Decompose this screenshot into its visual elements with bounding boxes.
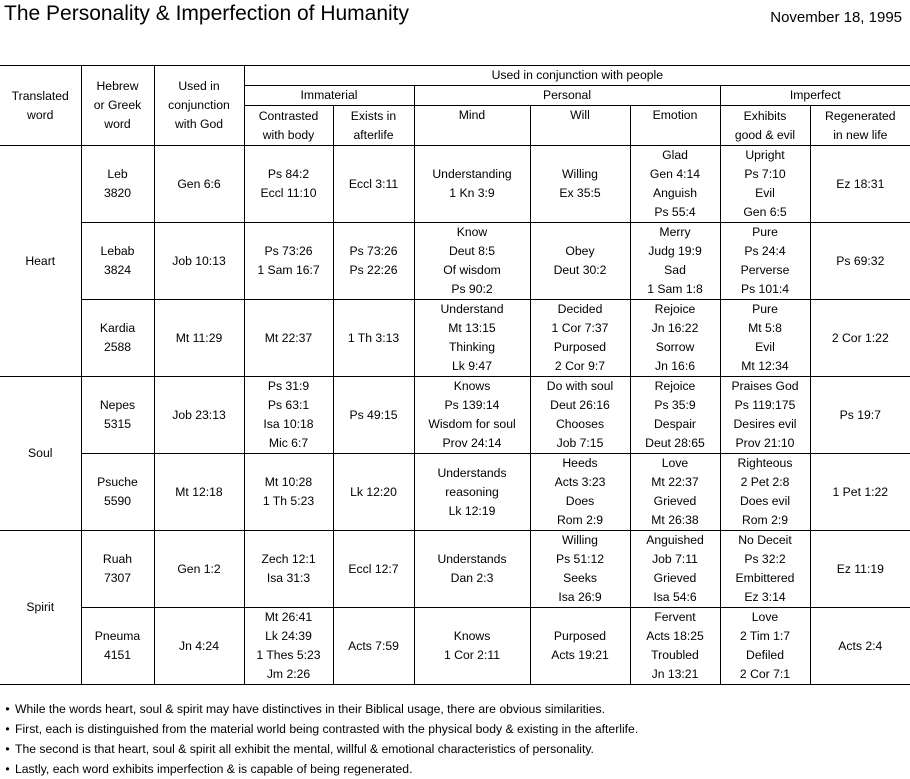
note-text: First, each is distinguished from the material world being contrasted with the physical body & existing in the afterlife. xyxy=(15,722,639,736)
header-will: Will xyxy=(530,106,630,146)
exhibits-good-evil-cell: Righteous 2 Pet 2:8 Does evil Rom 2:9 xyxy=(720,454,810,531)
regenerated-cell: 1 Pet 1:22 xyxy=(810,454,910,531)
mind-cell: Understanding 1 Kn 3:9 xyxy=(414,146,530,223)
contrasted-with-body-cell: Mt 26:41 Lk 24:39 1 Thes 5:23 Jm 2:26 xyxy=(244,608,333,685)
table-row xyxy=(0,531,910,608)
header-emotion: Emotion xyxy=(630,106,720,146)
mind-cell: Knows Ps 139:14 Wisdom for soul Prov 24:14 xyxy=(414,377,530,454)
will-cell: Obey Deut 30:2 xyxy=(530,223,630,300)
header-hebrew-greek-word: Hebrew or Greek word xyxy=(81,66,154,146)
note-item xyxy=(0,759,910,779)
header-mind: Mind xyxy=(414,106,530,146)
regenerated-cell: Ps 69:32 xyxy=(810,223,910,300)
used-with-god-cell: Jn 4:24 xyxy=(154,608,244,685)
table-row xyxy=(0,454,910,531)
table-row xyxy=(0,146,910,223)
emotion-cell: Merry Judg 19:9 Sad 1 Sam 1:8 xyxy=(630,223,720,300)
emotion-cell: Fervent Acts 18:25 Troubled Jn 13:21 xyxy=(630,608,720,685)
emotion-cell: Love Mt 22:37 Grieved Mt 26:38 xyxy=(630,454,720,531)
contrasted-with-body-cell: Mt 10:28 1 Th 5:23 xyxy=(244,454,333,531)
exhibits-good-evil-cell: Upright Ps 7:10 Evil Gen 6:5 xyxy=(720,146,810,223)
exists-in-afterlife-cell: Acts 7:59 xyxy=(333,608,414,685)
mind-cell: Understands Dan 2:3 xyxy=(414,531,530,608)
will-cell: Purposed Acts 19:21 xyxy=(530,608,630,685)
used-with-god-cell: Mt 12:18 xyxy=(154,454,244,531)
bullet-icon: • xyxy=(5,702,10,716)
mind-cell: Knows 1 Cor 2:11 xyxy=(414,608,530,685)
exhibits-good-evil-cell: Praises God Ps 119:175 Desires evil Prov 21:10 xyxy=(720,377,810,454)
table-row xyxy=(0,223,910,300)
regenerated-cell: 2 Cor 1:22 xyxy=(810,300,910,377)
header-regenerated: Regenerated in new life xyxy=(810,106,910,146)
used-with-god-cell: Gen 6:6 xyxy=(154,146,244,223)
will-cell: Willing Ps 51:12 Seeks Isa 26:9 xyxy=(530,531,630,608)
contrasted-with-body-cell: Ps 73:26 1 Sam 16:7 xyxy=(244,223,333,300)
exhibits-good-evil-cell: Love 2 Tim 1:7 Defiled 2 Cor 7:1 xyxy=(720,608,810,685)
mind-cell: Know Deut 8:5 Of wisdom Ps 90:2 xyxy=(414,223,530,300)
bullet-icon: • xyxy=(5,722,10,736)
hebrew-greek-word-cell: Kardia 2588 xyxy=(81,300,154,377)
exhibits-good-evil-cell: No Deceit Ps 32:2 Embittered Ez 3:14 xyxy=(720,531,810,608)
translated-word-cell: Soul xyxy=(0,377,81,531)
document-date: November 18, 1995 xyxy=(770,9,902,26)
header-exhibits-good-evil: Exhibits good & evil xyxy=(720,106,810,146)
hebrew-greek-word-cell: Nepes 5315 xyxy=(81,377,154,454)
translated-word-cell: Spirit xyxy=(0,531,81,685)
used-with-god-cell: Gen 1:2 xyxy=(154,531,244,608)
exists-in-afterlife-cell: Eccl 12:7 xyxy=(333,531,414,608)
note-text: Lastly, each word exhibits imperfection & is capable of being regenerated. xyxy=(15,762,413,776)
hebrew-greek-word-cell: Psuche 5590 xyxy=(81,454,154,531)
emotion-cell: Rejoice Jn 16:22 Sorrow Jn 16:6 xyxy=(630,300,720,377)
exists-in-afterlife-cell: Ps 49:15 xyxy=(333,377,414,454)
contrasted-with-body-cell: Ps 84:2 Eccl 11:10 xyxy=(244,146,333,223)
summary-notes xyxy=(0,699,910,779)
regenerated-cell: Ez 11:19 xyxy=(810,531,910,608)
contrasted-with-body-cell: Mt 22:37 xyxy=(244,300,333,377)
hebrew-greek-word-cell: Ruah 7307 xyxy=(81,531,154,608)
header-contrasted-with-body: Contrasted with body xyxy=(244,106,333,146)
used-with-god-cell: Job 23:13 xyxy=(154,377,244,454)
table-row xyxy=(0,300,910,377)
contrasted-with-body-cell: Zech 12:1 Isa 31:3 xyxy=(244,531,333,608)
contrasted-with-body-cell: Ps 31:9 Ps 63:1 Isa 10:18 Mic 6:7 xyxy=(244,377,333,454)
emotion-cell: Anguished Job 7:11 Grieved Isa 54:6 xyxy=(630,531,720,608)
exists-in-afterlife-cell: Ps 73:26 Ps 22:26 xyxy=(333,223,414,300)
mind-cell: Understands reasoning Lk 12:19 xyxy=(414,454,530,531)
table-row xyxy=(0,377,910,454)
header-used-with-god: Used in conjunction with God xyxy=(154,66,244,146)
bullet-icon: • xyxy=(5,762,10,776)
page-title: The Personality & Imperfection of Humanity xyxy=(4,2,410,25)
translated-word-cell: Heart xyxy=(0,146,81,377)
used-with-god-cell: Mt 11:29 xyxy=(154,300,244,377)
hebrew-greek-word-cell: Pneuma 4151 xyxy=(81,608,154,685)
regenerated-cell: Ps 19:7 xyxy=(810,377,910,454)
exhibits-good-evil-cell: Pure Ps 24:4 Perverse Ps 101:4 xyxy=(720,223,810,300)
header-translated-word: Translated word xyxy=(0,66,81,146)
emotion-cell: Rejoice Ps 35:9 Despair Deut 28:65 xyxy=(630,377,720,454)
note-item xyxy=(0,719,910,739)
exhibits-good-evil-cell: Pure Mt 5:8 Evil Mt 12:34 xyxy=(720,300,810,377)
header-exists-in-afterlife: Exists in afterlife xyxy=(333,106,414,146)
bullet-icon: • xyxy=(5,742,10,756)
regenerated-cell: Ez 18:31 xyxy=(810,146,910,223)
header-immaterial: Immaterial xyxy=(244,86,414,106)
used-with-god-cell: Job 10:13 xyxy=(154,223,244,300)
header-imperfect: Imperfect xyxy=(720,86,910,106)
will-cell: Heeds Acts 3:23 Does Rom 2:9 xyxy=(530,454,630,531)
will-cell: Do with soul Deut 26:16 Chooses Job 7:15 xyxy=(530,377,630,454)
note-item xyxy=(0,739,910,759)
exists-in-afterlife-cell: Lk 12:20 xyxy=(333,454,414,531)
comparison-table xyxy=(0,65,910,685)
regenerated-cell: Acts 2:4 xyxy=(810,608,910,685)
header-used-with-people: Used in conjunction with people xyxy=(244,66,910,86)
exists-in-afterlife-cell: 1 Th 3:13 xyxy=(333,300,414,377)
exists-in-afterlife-cell: Eccl 3:11 xyxy=(333,146,414,223)
note-item xyxy=(0,699,910,719)
table-row xyxy=(0,608,910,685)
hebrew-greek-word-cell: Leb 3820 xyxy=(81,146,154,223)
hebrew-greek-word-cell: Lebab 3824 xyxy=(81,223,154,300)
note-text: The second is that heart, soul & spirit all exhibit the mental, willful & emotional characteristics of personality. xyxy=(15,742,594,756)
header-personal: Personal xyxy=(414,86,720,106)
emotion-cell: Glad Gen 4:14 Anguish Ps 55:4 xyxy=(630,146,720,223)
note-text: While the words heart, soul & spirit may have distinctives in their Biblical usage, there are obvious similarities. xyxy=(15,702,605,716)
will-cell: Willing Ex 35:5 xyxy=(530,146,630,223)
table-body xyxy=(0,146,910,685)
will-cell: Decided 1 Cor 7:37 Purposed 2 Cor 9:7 xyxy=(530,300,630,377)
mind-cell: Understand Mt 13:15 Thinking Lk 9:47 xyxy=(414,300,530,377)
